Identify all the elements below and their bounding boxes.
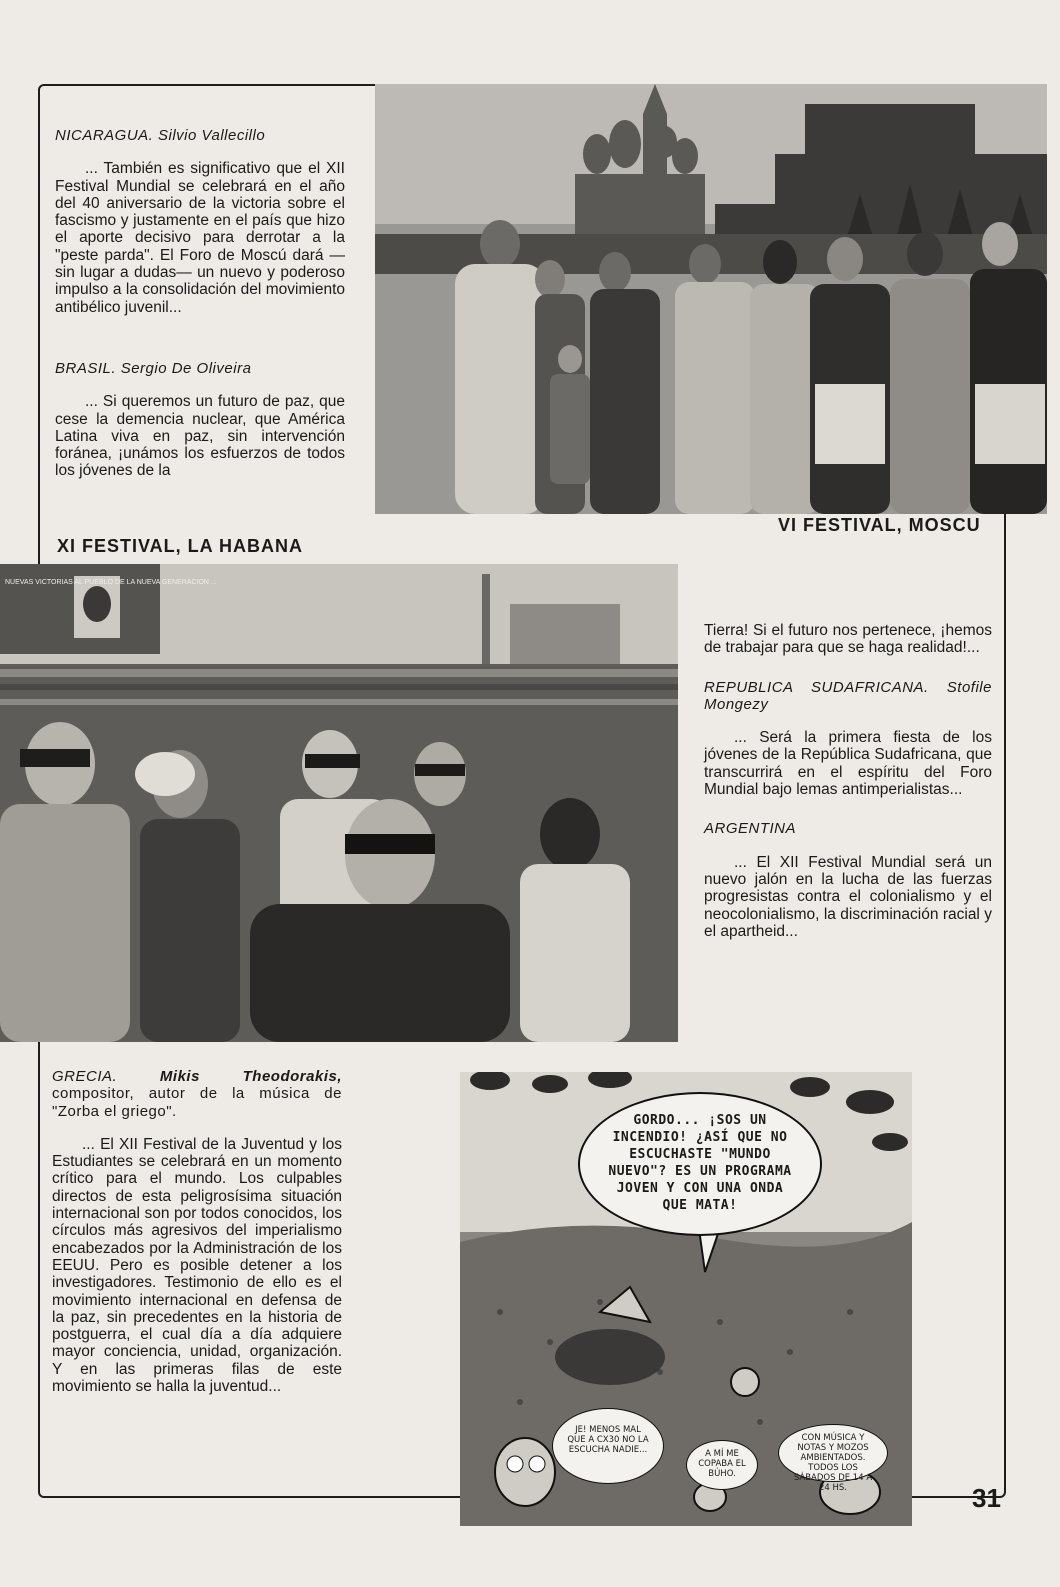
sudafrica-text: ... Será la primera fiesta de los jóvenes de la República Sudafricana, que transcurrirá en el espíritu del Foro Mundial bajo lemas antimperialistas... xyxy=(704,729,992,799)
owl-bubble-text: JE! MENOS MAL QUE A CX30 NO LA ESCUCHA NADIE... xyxy=(567,1425,649,1455)
bird-bubble-text: A MÍ ME COPABA EL BÚHO. xyxy=(698,1449,746,1479)
grecia-section xyxy=(52,1068,342,1395)
nicaragua-byline: NICARAGUA. Silvio Vallecillo xyxy=(55,127,266,144)
grecia-text: ... El XII Festival de la Juventud y los Estudiantes se celebrará en un momento crítico para el mundo. Los culpables directos de esta peligrosísima situación internacional son por todos conocidos, los círculos más agresivos del imperialismo encabezados por la Administración de los EEUU. Pero es posible detener a los investigadores. Testimonio de ello es el movimiento internacional en defensa de la paz, sin precedentes en la historia de postguerra, el cual día a día adquiere mayor conciencia, unidad, organización. Y en las primeras filas de este movimiento se halla la juventud... xyxy=(52,1135,342,1396)
nicaragua-section xyxy=(55,127,345,316)
grecia-author-desc: compositor, autor de la música de "Zorba el griego". xyxy=(52,1085,342,1120)
argentina-byline: ARGENTINA xyxy=(704,820,797,838)
brasil-section xyxy=(55,360,345,480)
bird-speech-bubble xyxy=(686,1440,758,1490)
sudafrica-byline: REPUBLICA SUDAFRICANA. Stofile Mongezy xyxy=(704,678,992,713)
brasil-text: ... Si queremos un futuro de paz, que cese la demencia nuclear, que América Latina viva en paz, sin intervención foránea, ¡unámos los esfuerzos de todos los jóvenes de la xyxy=(55,393,345,480)
pig-speech-bubble xyxy=(778,1424,888,1493)
grecia-author: Mikis Theodorakis, xyxy=(159,1068,342,1085)
main-bubble-text: GORDO... ¡SOS UN INCENDIO! ¿ASÍ QUE NO ESCUCHASTE "MUNDO NUEVO"? ES UN PROGRAMA JOVEN Y CON UNA ONDA QUE MATA! xyxy=(608,1113,792,1213)
moscu-heading: VI FESTIVAL, MOSCU xyxy=(778,515,981,535)
argentina-text: ... El XII Festival Mundial será un nuevo jalón en la lucha de las fuerzas progresistas contra el colonialismo y el neocolonialismo, la discriminación racial y el apartheid... xyxy=(704,853,992,940)
pig-bubble-text: CON MÚSICA Y NOTAS Y MOZOS AMBIENTADOS. TODOS LOS SÁBADOS DE 14 A 24 HS. xyxy=(793,1433,873,1493)
poster-text: NUEVAS VICTORIAS AL PUEBLO DE LA NUEVA GENERACION ... xyxy=(5,579,217,586)
havana-festival-photo xyxy=(0,564,678,1042)
moscow-festival-photo xyxy=(375,84,1047,514)
continuation-text: Tierra! Si el futuro nos pertenece, ¡hemos de trabajar para que se haga realidad!... xyxy=(704,622,992,657)
owl-speech-bubble xyxy=(552,1408,664,1484)
habana-heading: XI FESTIVAL, LA HABANA xyxy=(57,536,303,556)
radio-cartoon xyxy=(460,1072,912,1526)
main-speech-bubble xyxy=(578,1092,822,1236)
right-column-text xyxy=(704,622,992,940)
nicaragua-text: ... También es significativo que el XII Festival Mundial se celebrará en el año del 40 aniversario de la victoria sobre el fascismo y justamente en el país que hizo el aporte decisivo para derrotar a la "peste parda". El Foro de Moscú dará —sin lugar a dudas— un nuevo y poderoso impulso a la consolidación del movimiento antibélico juvenil... xyxy=(55,160,345,316)
grecia-country: GRECIA. xyxy=(52,1068,118,1085)
brasil-byline: BRASIL. Sergio De Oliveira xyxy=(55,360,252,377)
page-number: 31 xyxy=(972,1483,1001,1513)
grecia-byline xyxy=(52,1068,342,1120)
